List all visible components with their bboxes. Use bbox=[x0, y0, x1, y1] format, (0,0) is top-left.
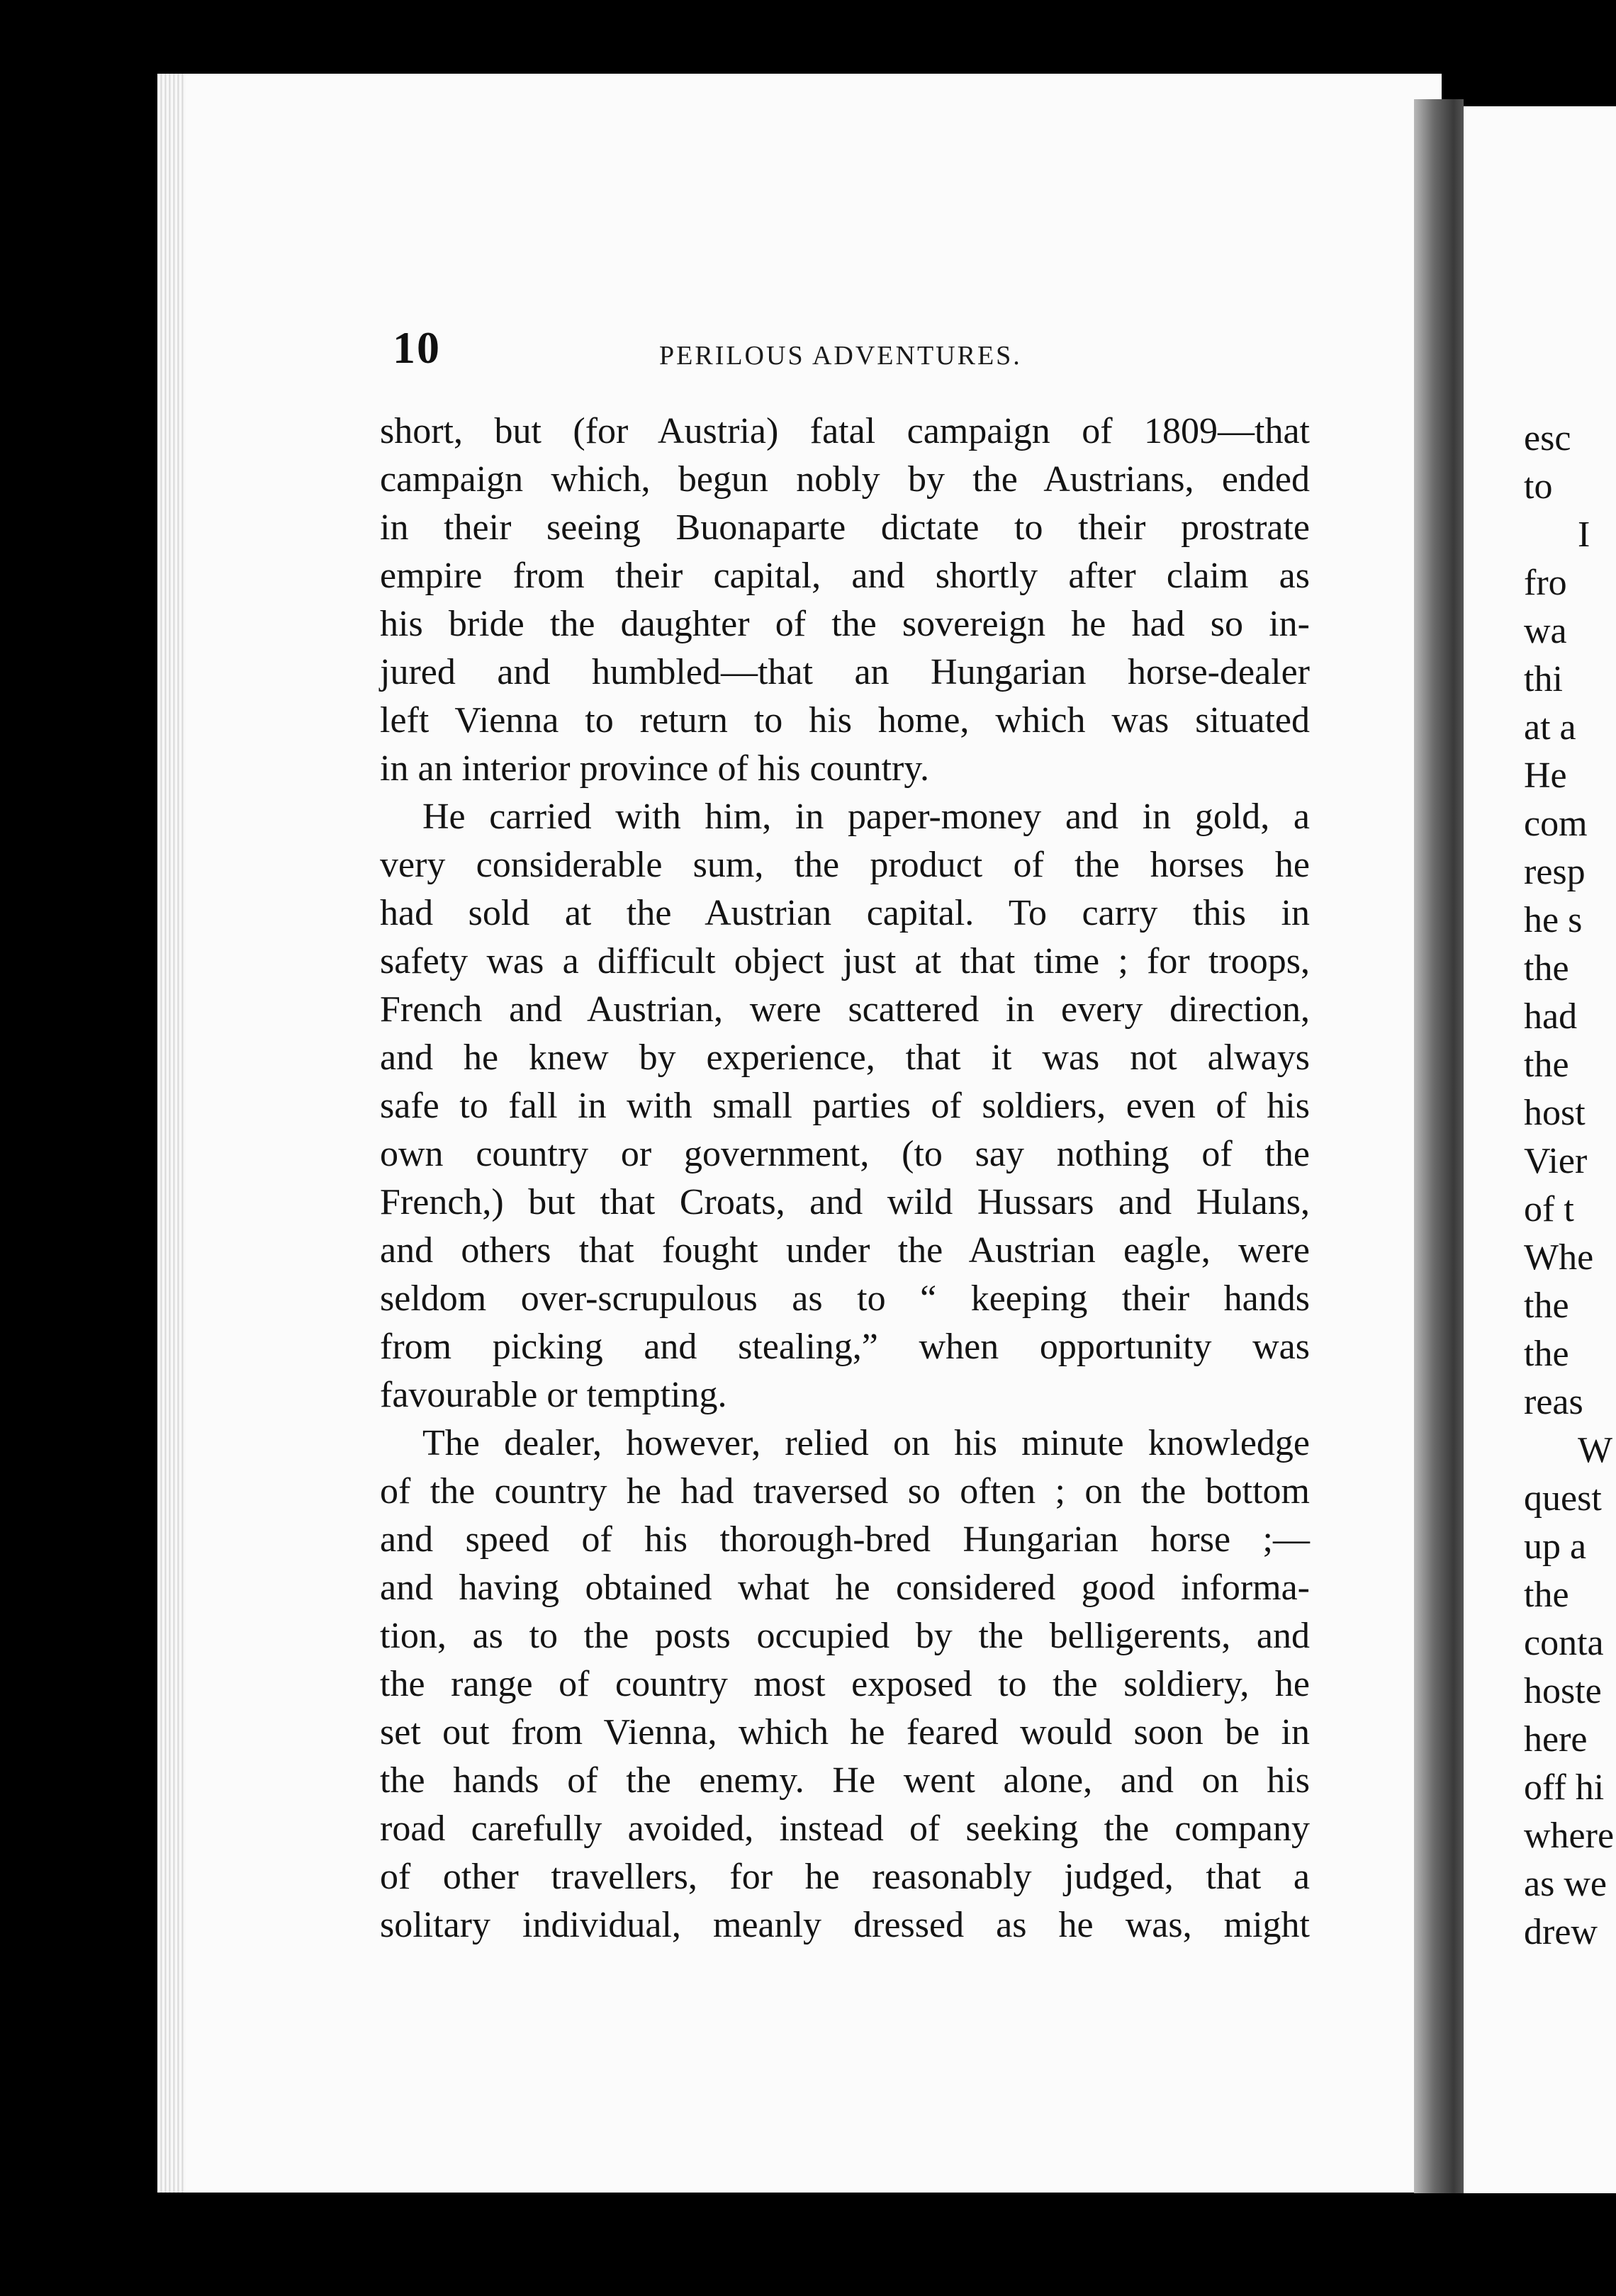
text-fragment: at a bbox=[1524, 707, 1576, 748]
text-fragment: where bbox=[1524, 1816, 1615, 1856]
text-line: of other travellers, for he reasonably judged, that a bbox=[380, 1857, 1310, 1897]
text-fragment: the bbox=[1524, 1575, 1569, 1615]
text-fragment: here bbox=[1524, 1719, 1588, 1760]
text-line: set out from Vienna, which he feared would soon be in bbox=[380, 1712, 1310, 1752]
text-line: and having obtained what he considered good informa- bbox=[380, 1568, 1310, 1608]
left-page-body bbox=[380, 407, 1310, 1949]
text-line: empire from their capital, and shortly after claim as bbox=[380, 556, 1310, 596]
text-fragment: resp bbox=[1524, 852, 1586, 892]
text-line: in their seeing Buonaparte dictate to their prostrate bbox=[380, 507, 1310, 548]
text-fragment: quest bbox=[1524, 1478, 1602, 1519]
text-fragment: com bbox=[1524, 804, 1588, 844]
text-line: very considerable sum, the product of the horses he bbox=[380, 845, 1310, 885]
text-line: short, but (for Austria) fatal campaign of 1809—that bbox=[380, 411, 1310, 451]
text-line: the hands of the enemy. He went alone, and on his bbox=[380, 1760, 1310, 1801]
text-line: The dealer, however, relied on his minute knowledge bbox=[422, 1423, 1310, 1463]
text-fragment: to bbox=[1524, 466, 1553, 507]
text-line: left Vienna to return to his home, which was situated bbox=[380, 700, 1310, 741]
text-fragment: the bbox=[1524, 1334, 1569, 1374]
text-fragment: the bbox=[1524, 1285, 1569, 1326]
text-fragment: had bbox=[1524, 996, 1578, 1037]
text-fragment: of t bbox=[1524, 1189, 1574, 1229]
text-line: from picking and stealing,” when opportunity was bbox=[380, 1327, 1310, 1367]
text-line: of the country he had traversed so often ; on the bottom bbox=[380, 1471, 1310, 1512]
text-line: seldom over-scrupulous as to “ keeping their hands bbox=[380, 1278, 1310, 1319]
text-fragment: fro bbox=[1524, 563, 1567, 603]
text-line: and others that fought under the Austrian eagle, were bbox=[380, 1230, 1310, 1271]
text-fragment: the bbox=[1524, 948, 1569, 989]
text-line: in an interior province of his country. bbox=[380, 748, 929, 789]
text-line: the range of country most exposed to the soldiery, he bbox=[380, 1664, 1310, 1704]
page-edge-stack bbox=[157, 74, 186, 2193]
text-line: French,) but that Croats, and wild Hussars and Hulans, bbox=[380, 1182, 1310, 1222]
text-fragment: he s bbox=[1524, 900, 1583, 940]
text-fragment: as we bbox=[1524, 1864, 1607, 1904]
text-line: safety was a difficult object just at that time ; for troops, bbox=[380, 941, 1310, 981]
text-line: favourable or tempting. bbox=[380, 1375, 727, 1415]
text-fragment: reas bbox=[1524, 1382, 1583, 1422]
text-line: road carefully avoided, instead of seeking the company bbox=[380, 1808, 1310, 1849]
text-fragment: hoste bbox=[1524, 1671, 1602, 1711]
text-fragment: He bbox=[1524, 755, 1567, 796]
text-line: own country or government, (to say nothing of the bbox=[380, 1134, 1310, 1174]
text-line: his bride the daughter of the sovereign he had so in- bbox=[380, 604, 1310, 644]
text-fragment: off hi bbox=[1524, 1767, 1605, 1808]
book-gutter bbox=[1414, 99, 1464, 2193]
text-line: solitary individual, meanly dressed as he was, might bbox=[380, 1905, 1310, 1945]
text-line: had sold at the Austrian capital. To carry this in bbox=[380, 893, 1310, 933]
text-fragment: the bbox=[1524, 1045, 1569, 1085]
text-fragment: esc bbox=[1524, 418, 1571, 458]
text-fragment: Vier bbox=[1524, 1141, 1588, 1181]
text-fragment: Whe bbox=[1524, 1237, 1594, 1278]
text-fragment: drew bbox=[1524, 1912, 1598, 1952]
text-fragment: thi bbox=[1524, 659, 1563, 699]
text-fragment: W bbox=[1578, 1430, 1613, 1470]
text-line: tion, as to the posts occupied by the belligerents, and bbox=[380, 1616, 1310, 1656]
text-line: He carried with him, in paper-money and in gold, a bbox=[422, 797, 1310, 837]
page-number: 10 bbox=[393, 322, 441, 373]
text-fragment: up a bbox=[1524, 1526, 1587, 1567]
text-line: and he knew by experience, that it was not always bbox=[380, 1037, 1310, 1078]
text-line: campaign which, begun nobly by the Austrians, ended bbox=[380, 459, 1310, 500]
right-page-body-fragment bbox=[1524, 415, 1616, 1957]
text-fragment: I bbox=[1578, 514, 1590, 555]
text-fragment: conta bbox=[1524, 1623, 1604, 1663]
text-line: French and Austrian, were scattered in every direction, bbox=[380, 989, 1310, 1030]
running-head-title: PERILOUS ADVENTURES. bbox=[659, 341, 1022, 371]
text-fragment: wa bbox=[1524, 611, 1567, 651]
text-line: jured and humbled—that an Hungarian horse-dealer bbox=[380, 652, 1310, 692]
text-line: and speed of his thorough-bred Hungarian horse ;— bbox=[380, 1519, 1310, 1560]
text-fragment: host bbox=[1524, 1093, 1586, 1133]
text-line: safe to fall in with small parties of soldiers, even of his bbox=[380, 1086, 1310, 1126]
